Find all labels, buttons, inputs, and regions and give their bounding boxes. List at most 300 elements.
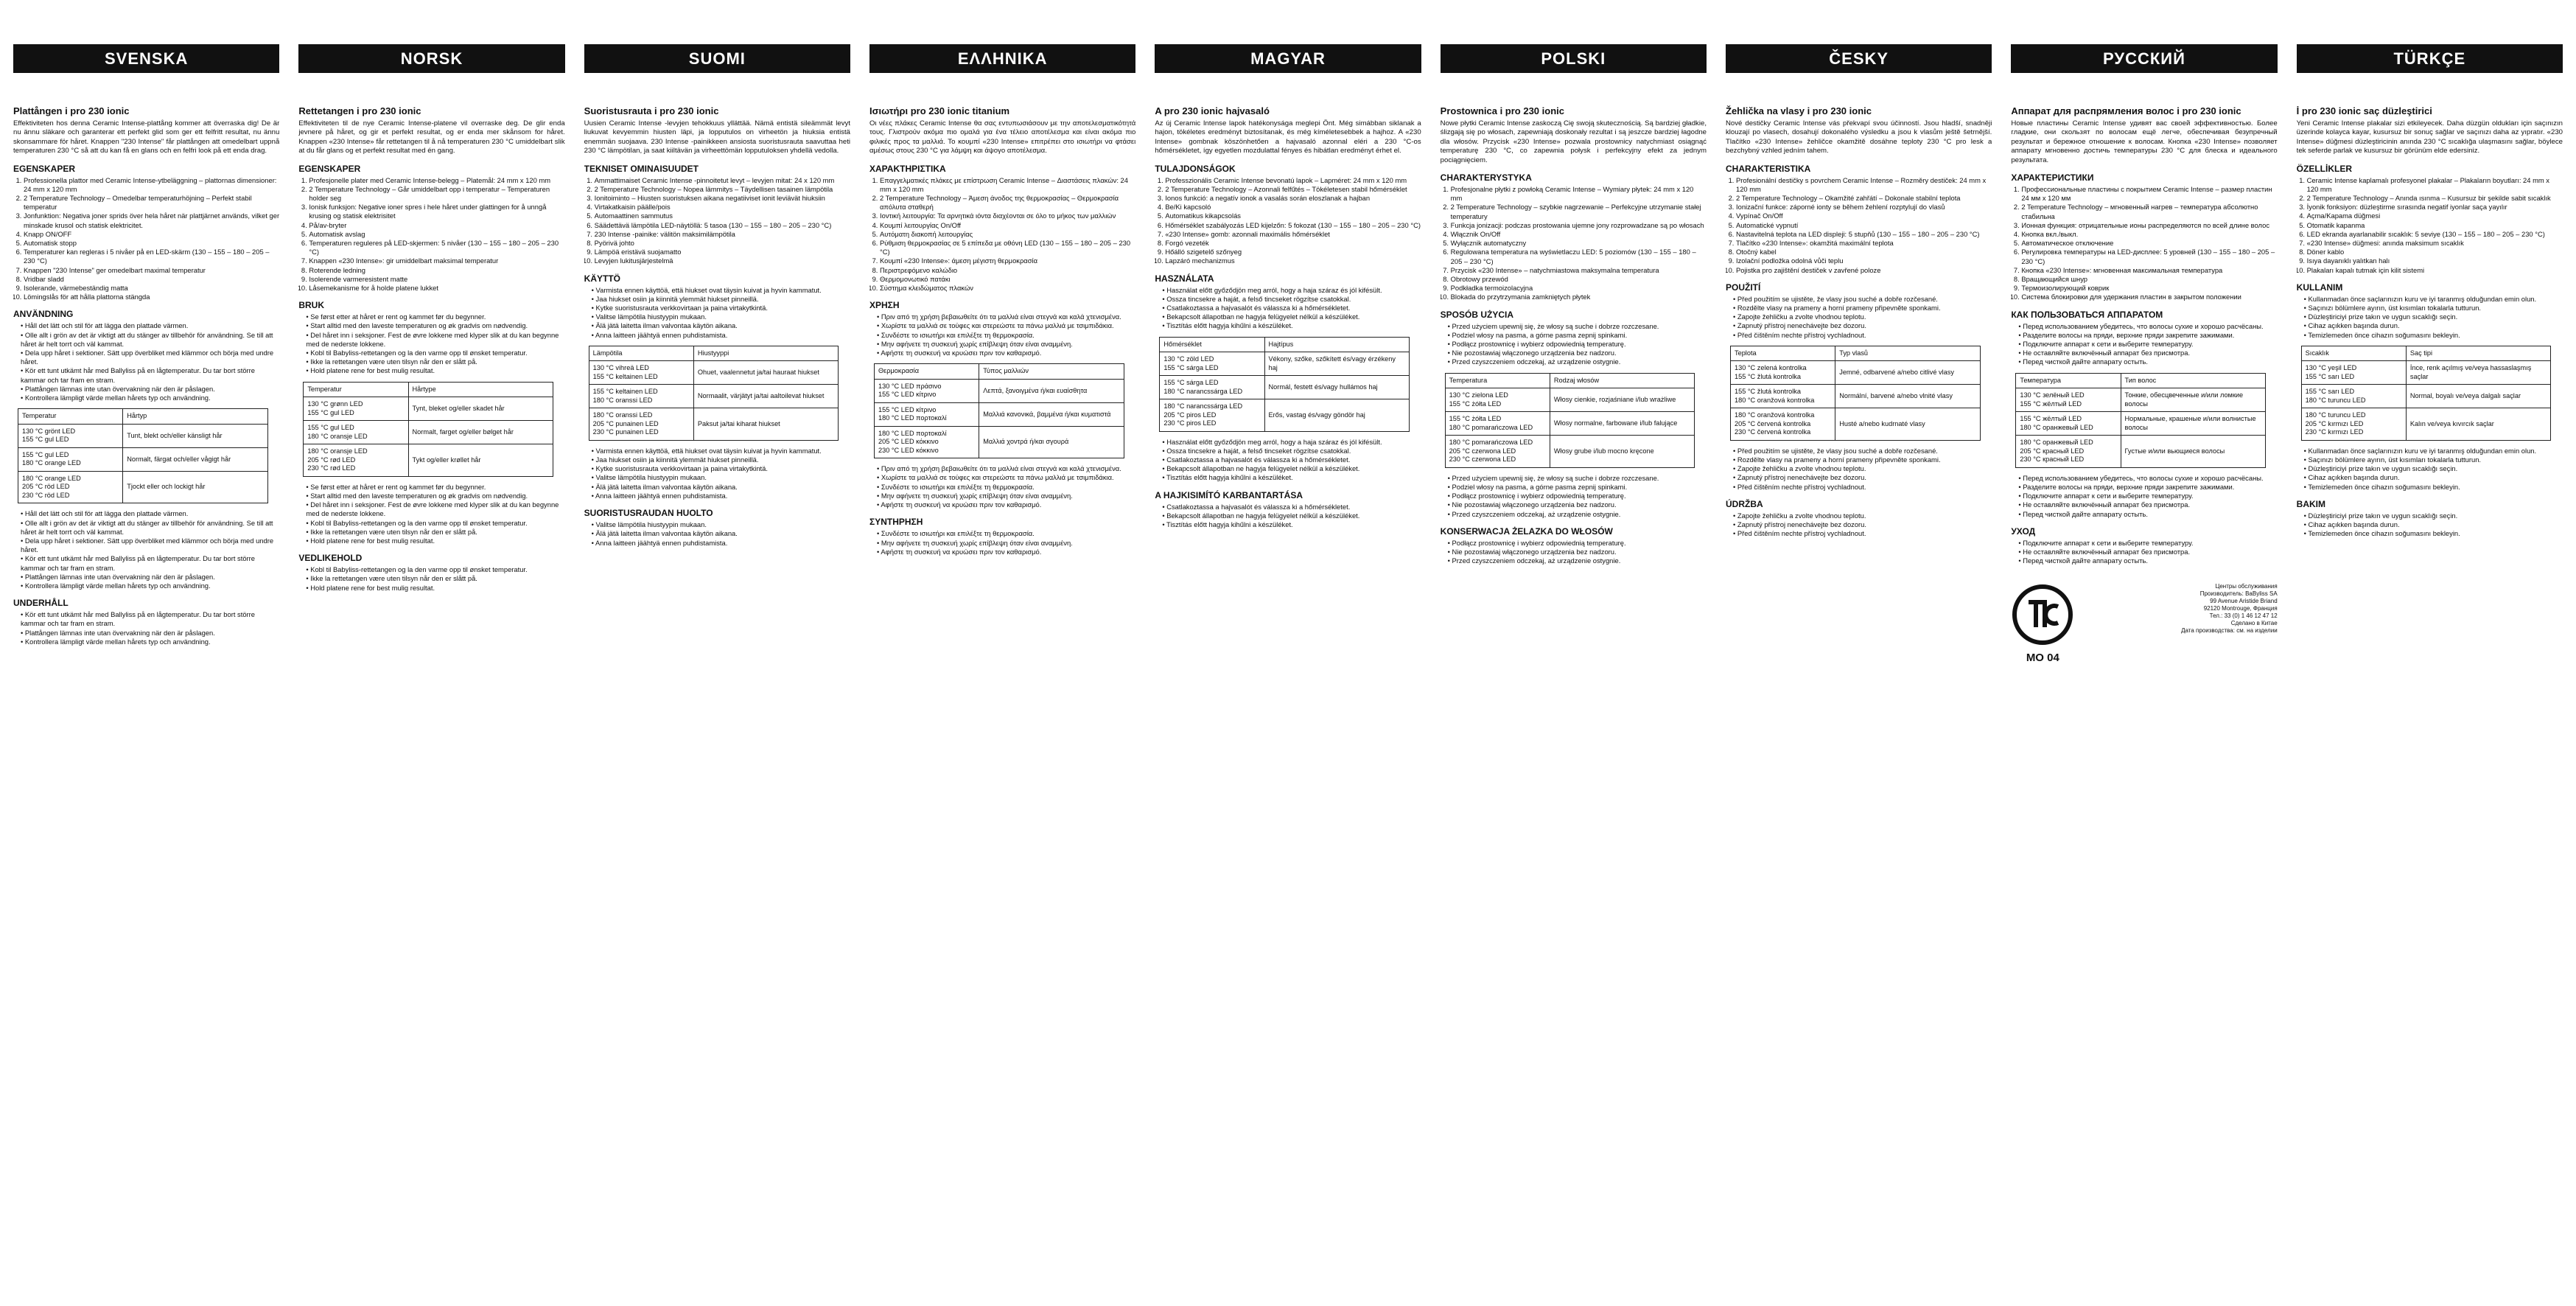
- table-cell: 155 °C sárga LED 180 °C narancssárga LED: [1160, 376, 1264, 399]
- usage-list-continued: [2011, 474, 2277, 519]
- table-header-cell: Rodzaj włosów: [1550, 373, 1694, 388]
- feature-item: 7. 230 Intense -painike: välitön maksimilämpötila: [595, 230, 850, 239]
- section-heading: EGENSKAPER: [298, 163, 361, 174]
- table-cell: 155 °C gul LED 180 °C oransje LED: [304, 421, 408, 444]
- usage-item: • Düzleştiriciyi prize takın ve uygun sıcaklığı seçin.: [2304, 312, 2563, 321]
- table-cell: Густые и/или вьющиеся волосы: [2121, 436, 2265, 468]
- feature-item: 5. Wyłącznik automatyczny: [1451, 239, 1707, 248]
- usage-item: • Plattången lämnas inte utan övervakning när den är påslagen.: [21, 573, 279, 582]
- table-row: [304, 397, 553, 421]
- usage-list: [869, 312, 1135, 357]
- maintenance-item: • Подключите аппарат к сети и выберите температуру.: [2018, 539, 2277, 548]
- usage-item: • Del håret inn i seksjoner. Fest de øvre lokkene med klyper slik at du kan begynne med de nederste lokkene.: [306, 500, 564, 518]
- table-row: [304, 421, 553, 444]
- section-heading: KONSERWACJA ŻELAZKA DO WŁOSÓW: [1440, 525, 1613, 537]
- language-column: [298, 44, 564, 1290]
- feature-item: 8. Döner kablo: [2307, 248, 2563, 256]
- feature-item: 1. Ammattimaiset Ceramic Intense -pinnoitetut levyt – levyjen mitat: 24 x 120 mm: [595, 176, 850, 185]
- feature-item: 7. Κουμπί «230 Intense»: άμεση μέγιστη θερμοκρασία: [880, 256, 1135, 265]
- table-header-row: [875, 364, 1124, 380]
- language-column: [13, 44, 279, 1290]
- maintenance-list: [298, 565, 564, 593]
- table-row: [18, 447, 268, 471]
- table-row: [875, 379, 1124, 402]
- table-cell: Tykt og/eller krøllet hår: [408, 444, 553, 477]
- table-row: [1445, 412, 1695, 436]
- feature-item: 1. Profesionální destičky s povrchem Ceramic Intense – Rozměry destiček: 24 mm x 120 mm: [1736, 176, 1992, 194]
- feature-item: 5. Automatické vypnutí: [1736, 221, 1992, 230]
- table-cell: 130 °C grønn LED 155 °C gul LED: [304, 397, 408, 421]
- feature-item: 10. Blokada do przytrzymania zamkniętych płytek: [1451, 293, 1707, 301]
- section-heading: EGENSKAPER: [13, 163, 76, 174]
- feature-item: 6. Nastavitelná teplota na LED displeji: 5 stupňů (130 – 155 – 180 – 205 – 230 °C): [1736, 230, 1992, 239]
- usage-item: • Разделите волосы на пряди, верхние пряди закрепите зажимами.: [2018, 331, 2277, 340]
- feature-item: 6. Säädettävä lämpötila LED-näytöllä: 5 tasoa (130 – 155 – 180 – 205 – 230 °C): [595, 221, 850, 230]
- feature-item: 7. Przycisk «230 Intense» – natychmiastowa maksymalna temperatura: [1451, 266, 1707, 275]
- usage-item: • Saçınızı bölümlere ayırın, üst kısımları tokalarla tutturun.: [2304, 304, 2563, 312]
- feature-item: 8. Vridbar sladd: [24, 275, 279, 284]
- usage-item: • Hold platene rene for best mulig resultat.: [306, 537, 564, 545]
- table-cell: Tynt, bleket og/eller skadet hår: [408, 397, 553, 421]
- feature-item: 8. Περιστρεφόμενο καλώδιο: [880, 266, 1135, 275]
- section-heading: KULLANIM: [2296, 282, 2343, 293]
- table-cell: 155 °C žlutá kontrolka 180 °C oranžová kontrolka: [1731, 385, 1835, 408]
- feature-item: 2. 2 Temperature Technology – мгновенный нагрев – температура абсолютно стабильна: [2021, 203, 2277, 220]
- usage-item: • Håll det lätt och stil för att lägga den plattade värmen.: [21, 509, 279, 518]
- feature-item: 3. Ionisk funksjon: Negative ioner spres i hele håret under glattingen for å unngå krusing og statisk elektrisitet: [309, 203, 564, 220]
- certification-logo: [2011, 583, 2074, 664]
- table-row: [1160, 352, 1410, 376]
- feature-item: 9. Hőálló szigetelő szőnyeg: [1165, 248, 1421, 256]
- table-row: [1445, 436, 1695, 468]
- maintenance-list: [584, 520, 850, 548]
- maintenance-item: • Не оставляйте включённый аппарат без присмотра.: [2018, 548, 2277, 556]
- intro-paragraph: Uusien Ceramic Intense -levyjen tehokkuus yllättää. Nämä entistä sileämmät levyt liukuvat kevyemmin hiusten läpi, ja lopputulos on virheetön ja hiuksia entistä enemmän suojaava. 230 Intense -painikkeen ansiosta suoristusrauta saavuttaa heti 230 °C lämpötilan, ja saat kiiltävän ja virheettömän lopputuloksen yhdellä vedolla.: [584, 119, 850, 156]
- intro-paragraph: Effektiviteten til de nye Ceramic Intense-platene vil overraske deg. De glir enda jevnere på håret, og gir et perfekt resultat, og er enda mer skånsom for håret. Knappen «230 Intense» får rettetangen til å nå temperaturen 230 °C umiddelbart slik at du får glans og et perfekt resultat med én gang.: [298, 119, 565, 156]
- usage-item: • Ikke la rettetangen være uten tilsyn når den er slått på.: [306, 357, 564, 366]
- feature-item: 10. Pojistka pro zajištění destiček v zavřené poloze: [1736, 266, 1992, 275]
- table-cell: 130 °C zelená kontrolka 155 °C žlutá kontrolka: [1731, 361, 1835, 385]
- table-cell: 130 °C vihreä LED 155 °C keltainen LED: [589, 361, 693, 385]
- maintenance-item: • Zapojte žehličku a zvolte vhodnou teplotu.: [1733, 511, 1992, 520]
- usage-item: • Przed czyszczeniem odczekaj, aż urządzenie ostygnie.: [1448, 510, 1707, 519]
- usage-item: • Kontrollera lämpligt värde mellan hårets typ och användning.: [21, 582, 279, 590]
- usage-item: • Podłącz prostownicę i wybierz odpowiednią temperaturę.: [1448, 340, 1707, 349]
- feature-item: 4. Be/Ki kapcsoló: [1165, 203, 1421, 212]
- section-heading: ΣΥΝΤΗΡΗΣΗ: [869, 517, 923, 528]
- table-cell: Ohuet, vaalennetut ja/tai hauraat hiukset: [693, 361, 838, 385]
- usage-item: • Olle allt i grön av det är viktigt att du stänger av tillbehör för användning. Se till att håret är helt torrt och väl kammat.: [21, 519, 279, 537]
- maintenance-item: • Tisztítás előtt hagyja kihűlni a készüléket.: [1162, 520, 1421, 529]
- usage-item: • Zapojte žehličku a zvolte vhodnou teplotu.: [1733, 312, 1992, 321]
- feature-item: 6. LED ekranda ayarlanabilir sıcaklık: 5 seviye (130 – 155 – 180 – 205 – 230 °C): [2307, 230, 2563, 239]
- table-row: [589, 385, 839, 408]
- maintenance-list: [1726, 511, 1992, 539]
- feature-item: 3. Ионная функция: отрицательные ионы распределяются по всей длине волос: [2021, 221, 2277, 230]
- feature-item: 1. Profesjonelle plater med Ceramic Intense-belegg – Platemål: 24 mm x 120 mm: [309, 176, 564, 185]
- feature-item: 2. 2 Temperature Technology – Anında ısınma – Kusursuz bir şekilde sabit sıcaklık: [2307, 194, 2563, 203]
- usage-item: • Se først etter at håret er rent og kammet før du begynner.: [306, 312, 564, 321]
- feature-list: [869, 176, 1135, 293]
- table-header-row: [1445, 373, 1695, 388]
- usage-item: • Συνδέστε το ισιωτήρι και επιλέξτε τη θερμοκρασία.: [877, 483, 1135, 492]
- feature-item: 3. Funkcja jonizacji: podczas prostowania ujemne jony rozprowadzane są po włosach: [1451, 221, 1707, 230]
- table-cell: Μαλλιά κανονικά, βαμμένα ή/και κυματιστά: [979, 402, 1124, 426]
- feature-item: 5. Automaattinen sammutus: [595, 212, 850, 220]
- table-cell: İnce, renk açılmış ve/veya hassaslaşmış saçlar: [2406, 361, 2550, 385]
- feature-item: 2. 2 Temperature Technology – Går umiddelbart opp i temperatur – Temperaturen holder seg: [309, 185, 564, 203]
- temperature-table: [1445, 373, 1695, 468]
- usage-item: • Jaa hiukset osiin ja kiinnitä ylemmät hiukset pinneillä.: [592, 295, 850, 304]
- feature-item: 2. 2 Temperature Technology – Άμεση άνοδος της θερμοκρασίας – Θερμοκρασία απόλυτα σταθερή: [880, 194, 1135, 212]
- table-cell: Vékony, szőke, szőkített és/vagy érzékeny haj: [1264, 352, 1409, 376]
- maintenance-item: • Podłącz prostownicę i wybierz odpowiednią temperaturę.: [1448, 539, 1707, 548]
- usage-list: [2011, 322, 2277, 367]
- usage-item: • Podłącz prostownicę i wybierz odpowiednią temperaturę.: [1448, 492, 1707, 500]
- temperature-table: [1159, 337, 1410, 432]
- maintenance-item: • Συνδέστε το ισιωτήρι και επιλέξτε τη θερμοκρασία.: [877, 529, 1135, 538]
- maintenance-list: [1155, 503, 1421, 530]
- feature-item: 4. Knapp ON/OFF: [24, 230, 279, 239]
- table-cell: 180 °C turuncu LED 205 °C kırmızı LED 230 °C kırmızı LED: [2301, 408, 2406, 441]
- feature-item: 10. Levyjen lukitusjärjestelmä: [595, 256, 850, 265]
- table-header-row: [304, 382, 553, 397]
- usage-item: • Kullanmadan önce saçlarınızın kuru ve iyi taranmış olduğundan emin olun.: [2304, 295, 2563, 304]
- table-cell: 180 °C oransje LED 205 °C rød LED 230 °C rød LED: [304, 444, 408, 477]
- table-row: [2301, 361, 2551, 385]
- table-cell: 180 °C oranžová kontrolka 205 °C červená kontrolka 230 °C červená kontrolka: [1731, 408, 1835, 441]
- feature-item: 1. Профессиональные пластины с покрытием Ceramic Intense – размер пластин 24 мм х 120 мм: [2021, 185, 2277, 203]
- product-title: Prostownica i pro 230 ionic: [1440, 105, 1564, 116]
- table-row: [2016, 388, 2266, 412]
- usage-list-continued: [2297, 447, 2563, 492]
- table-cell: Normální, barvené a/nebo vlnité vlasy: [1835, 385, 1980, 408]
- usage-item: • Před čištěním nechte přístroj vychladnout.: [1733, 331, 1992, 340]
- table-header-cell: Typ vlasů: [1835, 346, 1980, 361]
- feature-item: 9. Isolerende varmeresistent matte: [309, 275, 564, 284]
- usage-item: • Cihaz açıkken başında durun.: [2304, 473, 2563, 482]
- table-header-row: [18, 409, 268, 425]
- section-heading: TULAJDONSÁGOK: [1155, 163, 1236, 174]
- feature-item: 1. Professzionális Ceramic Intense bevonatú lapok – Lapméret: 24 mm x 120 mm: [1165, 176, 1421, 185]
- feature-list: [1441, 185, 1707, 302]
- section-heading: TEKNISET OMINAISUUDET: [584, 163, 699, 174]
- feature-item: 8. Obrotowy przewód: [1451, 275, 1707, 284]
- usage-item: • Bekapcsolt állapotban ne hagyja felügyelet nélkül a készüléket.: [1162, 464, 1421, 473]
- language-header: ČESKY: [1726, 44, 1992, 73]
- table-cell: Włosy cienkie, rozjaśniane i/lub wrażliwe: [1550, 388, 1694, 412]
- language-column: [2297, 44, 2563, 1290]
- language-column: [1441, 44, 1707, 1290]
- usage-item: • Αφήστε τη συσκευή να κρυώσει πριν τον καθαρισμό.: [877, 349, 1135, 357]
- table-cell: 130 °C zielona LED 155 °C żółta LED: [1445, 388, 1550, 412]
- leaflet-sheet: [13, 44, 2563, 1290]
- usage-list: [13, 321, 279, 402]
- section-heading: ÖZELLİKLER: [2296, 163, 2352, 174]
- language-column: [869, 44, 1135, 1290]
- feature-list: [1726, 176, 1992, 275]
- usage-list: [1155, 286, 1421, 331]
- maintenance-item: • Bekapcsolt állapotban ne hagyja felügyelet nélkül a készüléket.: [1162, 511, 1421, 520]
- product-title: Plattången i pro 230 ionic: [13, 105, 130, 116]
- usage-item: • Не оставляйте включённый аппарат без присмотра.: [2018, 349, 2277, 357]
- usage-item: • Перед использованием убедитесь, что волосы сухие и хорошо расчёсаны.: [2018, 322, 2277, 331]
- section-heading: ΧΡΗΣΗ: [869, 300, 900, 311]
- table-cell: 155 °C LED κίτρινο 180 °C LED πορτοκαλί: [875, 402, 979, 426]
- usage-item: • Älä jätä laitetta ilman valvontaa käytön aikana.: [592, 321, 850, 330]
- section-heading: KÄYTTÖ: [584, 273, 620, 284]
- feature-item: 9. Podkładka termoizolacyjna: [1451, 284, 1707, 293]
- feature-item: 4. Κουμπί λειτουργίας On/Off: [880, 221, 1135, 230]
- table-cell: 180 °C oranssi LED 205 °C punainen LED 230 °C punainen LED: [589, 408, 693, 441]
- feature-item: 6. Regulowana temperatura na wyświetlaczu LED: 5 poziomów (130 – 155 – 180 – 205 – 230 °C): [1451, 248, 1707, 265]
- maintenance-list: [2011, 539, 2277, 566]
- table-header-cell: Lämpötila: [589, 346, 693, 361]
- usage-item: • Valitse lämpötila hiustyypin mukaan.: [592, 473, 850, 482]
- table-cell: 130 °C grönt LED 155 °C gul LED: [18, 424, 123, 447]
- usage-item: • Nie pozostawiaj włączonego urządzenia bez nadzoru.: [1448, 349, 1707, 357]
- usage-item: • Kytke suoristusrauta verkkovirtaan ja paina virtakytkintä.: [592, 464, 850, 473]
- product-title: Suoristusrauta i pro 230 ionic: [584, 105, 719, 116]
- usage-item: • Χωρίστε τα μαλλιά σε τούφες και στερεώστε τα πάνω μαλλιά με τσιμπιδάκια.: [877, 321, 1135, 330]
- usage-item: • Használat előtt győződjön meg arról, hogy a haja száraz és jól kifésült.: [1162, 438, 1421, 447]
- feature-item: 1. Επαγγελματικές πλάκες με επίστρωση Ceramic Intense – Διαστάσεις πλακών: 24 mm x 120 mm: [880, 176, 1135, 194]
- intro-paragraph: Nové destičky Ceramic Intense vás překvapí svou účinností. Jsou hladší, snadněji klouzají po vlasech, dosahují dokonalého výsledku a jsou k vlasům ještě šetrnější. Tlačítko «230 Intense» žehličce okamžitě dosáhne teploty 230 °C pro lesk a bezchybný vzhled jedním tahem.: [1726, 119, 1992, 156]
- table-row: [875, 402, 1124, 426]
- usage-item: • Nie pozostawiaj włączonego urządzenia bez nadzoru.: [1448, 500, 1707, 509]
- table-cell: Normál, festett és/vagy hullámos haj: [1264, 376, 1409, 399]
- usage-item: • Csatlakoztassa a hajvasalót és válassza ki a hőmérsékletet.: [1162, 304, 1421, 312]
- feature-item: 4. Açma/Kapama düğmesi: [2307, 212, 2563, 220]
- table-cell: 155 °C sarı LED 180 °C turuncu LED: [2301, 385, 2406, 408]
- usage-list: [2297, 295, 2563, 340]
- table-row: [18, 471, 268, 503]
- feature-item: 2. 2 Temperature Technology – Okamžité zahřátí – Dokonale stabilní teplota: [1736, 194, 1992, 203]
- feature-item: 9. Θερμομονωτικό πατάκι: [880, 275, 1135, 284]
- table-header-cell: Τύπος μαλλιών: [979, 364, 1124, 380]
- table-cell: Нормальные, крашеные и/или волнистые волосы: [2121, 412, 2265, 436]
- pct-mark-icon: [2011, 583, 2074, 646]
- table-cell: Normal, boyalı ve/veya dalgalı saçlar: [2406, 385, 2550, 408]
- maintenance-item: • Temizlemeden önce cihazın soğumasını bekleyin.: [2304, 529, 2563, 538]
- usage-item: • Anna laitteen jäähtyä ennen puhdistamista.: [592, 492, 850, 500]
- usage-item: • Zapnutý přístroj nenechávejte bez dozoru.: [1733, 321, 1992, 330]
- feature-item: 8. Forgó vezeték: [1165, 239, 1421, 248]
- usage-item: • Start alltid med den laveste temperaturen og øk gradvis om nødvendig.: [306, 321, 564, 330]
- feature-item: 5. Otomatik kapanma: [2307, 221, 2563, 230]
- maintenance-item: • Zapnutý přístroj nenechávejte bez dozoru.: [1733, 520, 1992, 529]
- table-header-cell: Sıcaklık: [2301, 346, 2406, 361]
- language-header: NORSK: [298, 44, 564, 73]
- temperature-table: [589, 346, 839, 441]
- table-cell: Erős, vastag és/vagy göndör haj: [1264, 399, 1409, 432]
- language-header: MAGYAR: [1155, 44, 1421, 73]
- usage-item: • Kytke suoristusrauta verkkovirtaan ja paina virtakytkintä.: [592, 304, 850, 312]
- feature-item: 3. İyonik fonksiyon: düzleştirme sırasında negatif iyonlar saça yayılır: [2307, 203, 2563, 212]
- usage-list: [1441, 322, 1707, 367]
- feature-item: 4. Virtakatkaisin päälle/pois: [595, 203, 850, 212]
- maintenance-item: • Plattången lämnas inte utan övervakning när den är påslagen.: [21, 629, 279, 638]
- table-header-cell: Temperatura: [1445, 373, 1550, 388]
- feature-item: 9. Isıya dayanıklı yalıtkan halı: [2307, 256, 2563, 265]
- table-row: [2301, 385, 2551, 408]
- usage-item: • Saçınızı bölümlere ayırın, üst kısımları tokalarla tutturun.: [2304, 455, 2563, 464]
- table-cell: Jemné, odbarvené a/nebo citlivé vlasy: [1835, 361, 1980, 385]
- usage-item: • Dela upp håret i sektioner. Sätt upp överbliket med klämmor och börja med undre håret.: [21, 349, 279, 366]
- maintenance-item: • Kobl til Babyliss-rettetangen og la den varme opp til ønsket temperatur.: [306, 565, 564, 574]
- usage-item: • Anna laitteen jäähtyä ennen puhdistamista.: [592, 331, 850, 340]
- product-title: A pro 230 ionic hajvasaló: [1155, 105, 1270, 116]
- usage-item: • Cihaz açıkken başında durun.: [2304, 321, 2563, 330]
- usage-item: • Rozdělte vlasy na prameny a horní prameny připevněte sponkami.: [1733, 455, 1992, 464]
- table-cell: Tjockt eller och lockigt hår: [123, 471, 267, 503]
- feature-item: 8. Roterende ledning: [309, 266, 564, 275]
- feature-item: 3. Ionizační funkce: záporné ionty se během žehlení rozptylují do vlasů: [1736, 203, 1992, 212]
- feature-item: 5. Automatisk avslag: [309, 230, 564, 239]
- manufacturer-address: Центры обслуживания Производитель: BaByliss SA 99 Avenue Aristide Briand 92120 Montrouge, Франция Тел.: 33 (0) 1 46 12 47 12 Сделано в Китае Дата производства: см. на изделии: [2181, 583, 2278, 635]
- feature-item: 6. Temperaturen reguleres på LED-skjermen: 5 nivåer (130 – 155 – 180 – 205 – 230 °C): [309, 239, 564, 256]
- usage-item: • Перед чисткой дайте аппарату остыть.: [2018, 510, 2277, 519]
- maintenance-item: • Před čištěním nechte přístroj vychladnout.: [1733, 529, 1992, 538]
- table-cell: 130 °C LED πράσινο 155 °C LED κίτρινο: [875, 379, 979, 402]
- table-cell: 155 °C żółta LED 180 °C pomarańczowa LED: [1445, 412, 1550, 436]
- table-cell: 180 °C orange LED 205 °C röd LED 230 °C röd LED: [18, 471, 123, 503]
- table-header-row: [2016, 373, 2266, 388]
- feature-item: 3. Ionos funkció: a negatív ionok a vasalás során eloszlanak a hajban: [1165, 194, 1421, 203]
- table-cell: Husté a/nebo kudrnaté vlasy: [1835, 408, 1980, 441]
- feature-item: 8. Pyörivä johto: [595, 239, 850, 248]
- feature-item: 3. Ionitoiminto – Hiusten suoristuksen aikana negatiiviset ionit leviävät hiuksiin: [595, 194, 850, 203]
- feature-list: [298, 176, 564, 293]
- feature-item: 4. Vypínač On/Off: [1736, 212, 1992, 220]
- table-header-cell: Saç tipi: [2406, 346, 2550, 361]
- table-row: [1445, 388, 1695, 412]
- table-row: [1731, 361, 1981, 385]
- table-cell: 180 °C оранжевый LED 205 °C красный LED 230 °C красный LED: [2016, 436, 2121, 468]
- table-cell: 155 °C keltainen LED 180 °C oranssi LED: [589, 385, 693, 408]
- table-row: [875, 426, 1124, 458]
- feature-item: 3. Ιοντική λειτουργία: Τα αρνητικά ιόντα διαχέονται σε όλο το μήκος των μαλλιών: [880, 212, 1135, 220]
- table-row: [589, 408, 839, 441]
- usage-item: • Temizlemeden önce cihazın soğumasını bekleyin.: [2304, 331, 2563, 340]
- product-title: Аппарат для распрямления волос i pro 230 ionic: [2011, 105, 2241, 116]
- usage-list-continued: [13, 509, 279, 590]
- certification-block: [2011, 583, 2277, 664]
- usage-list: [584, 286, 850, 340]
- feature-item: 2. 2 Temperature Technology – szybkie nagrzewanie – Perfekcyjne utrzymanie stałej temperatury: [1451, 203, 1707, 220]
- section-heading: КАК ПОЛЬЗОВАТЬСЯ АППАРАТОМ: [2011, 309, 2163, 320]
- feature-item: 10. Plakaları kapalı tutmak için kilit sistemi: [2307, 266, 2563, 275]
- section-heading: ÚDRŽBA: [1726, 498, 1763, 509]
- table-cell: 130 °C зелёный LED 155 °C жёлтый LED: [2016, 388, 2121, 412]
- usage-item: • Podziel włosy na pasma, a górne pasma zepnij spinkami.: [1448, 483, 1707, 492]
- product-title: İ pro 230 ionic saç düzleştirici: [2296, 105, 2432, 116]
- feature-item: 7. Tlačítko «230 Intense»: okamžitá maximální teplota: [1736, 239, 1992, 248]
- intro-paragraph: Effektiviteten hos denna Ceramic Intense-plattång kommer att överraska dig! De är nu ännu släkare och garanterar ett perfekt glid som ger ett felfritt resultat, nu ännu skonsammare för håret. Knappen "230 Intense" får plattången att omedelbart uppnå temperaturen 230 °C så att du kan få en glans och en felfri look på ett enda drag.: [13, 119, 280, 156]
- usage-item: • Dela upp håret i sektioner. Sätt upp överbliket med klämmor och börja med undre håret.: [21, 537, 279, 554]
- table-cell: Normalt, farget og/eller bølget hår: [408, 421, 553, 444]
- feature-item: 2. 2 Temperature Technology – Nopea lämmitys – Täydellisen tasainen lämpötila: [595, 185, 850, 194]
- usage-item: • Před čištěním nechte přístroj vychladnout.: [1733, 483, 1992, 492]
- usage-item: • Podziel włosy na pasma, a górne pasma zepnij spinkami.: [1448, 331, 1707, 340]
- feature-item: 2. 2 Temperature Technology – Azonnali felfűtés – Tökéletesen stabil hőmérséklet: [1165, 185, 1421, 194]
- usage-item: • Αφήστε τη συσκευή να κρυώσει πριν τον καθαρισμό.: [877, 500, 1135, 509]
- table-cell: Normaalit, värjätyt ja/tai aaltoilevat hiukset: [693, 385, 838, 408]
- usage-list-continued: [584, 447, 850, 500]
- usage-item: • Rozdělte vlasy na prameny a horní prameny připevněte sponkami.: [1733, 304, 1992, 312]
- usage-item: • Χωρίστε τα μαλλιά σε τούφες και στερεώστε τα πάνω μαλλιά με τσιμπιδάκια.: [877, 473, 1135, 482]
- table-header-cell: Hårtype: [408, 382, 553, 397]
- intro-paragraph: Az új Ceramic Intense lapok hatékonysága meglepi Önt. Még simábban siklanak a hajon, tökéletes eredményt biztosítanak, és még kíméletesebbek a hajhoz. A «230 Intense» gombnak köszönhetően a hajvasaló azonnal eléri a 230 °C-os hőmérsékletet, így egyetlen mozdulattal fényes és hibátlan eredményt érhet el.: [1155, 119, 1421, 156]
- table-cell: 155 °C жёлтый LED 180 °C оранжевый LED: [2016, 412, 2121, 436]
- maintenance-item: • Przed czyszczeniem odczekaj, aż urządzenie ostygnie.: [1448, 556, 1707, 565]
- feature-list: [584, 176, 850, 266]
- usage-item: • Zapnutý přístroj nenechávejte bez dozoru.: [1733, 473, 1992, 482]
- usage-item: • Csatlakoztassa a hajvasalót és válassza ki a hőmérsékletet.: [1162, 455, 1421, 464]
- maintenance-item: • Перед чисткой дайте аппарату остыть.: [2018, 556, 2277, 565]
- maintenance-item: • Hold platene rene for best mulig resultat.: [306, 584, 564, 593]
- temperature-table: [874, 363, 1124, 458]
- intro-paragraph: Οι νέες πλάκες Ceramic Intense θα σας εντυπωσιάσουν με την αποτελεσματικότητά τους. Γλιστρούν ακόμα πιο ομαλά για ένα τέλειο αποτέλεσμα και είναι ακόμα πιο φιλικές προς τα μαλλιά. Το κουμπί «230 Intense» επιτρέπει στο ισιωτήρι να φτάσει αμέσως στους 230 °C για λάμψη και άψογο αποτέλεσμα.: [869, 119, 1136, 156]
- feature-item: 1. Professionella plattor med Ceramic Intense-ytbeläggning – plattornas dimensioner: 24 mm x 120 mm: [24, 176, 279, 194]
- maintenance-item: • Nie pozostawiaj włączonego urządzenia bez nadzoru.: [1448, 548, 1707, 556]
- language-header: POLSKI: [1441, 44, 1707, 73]
- usage-item: • Del håret inn i seksjoner. Fest de øvre lokkene med klyper slik at du kan begynne med de nederste lokkene.: [306, 331, 564, 349]
- maintenance-list: [1441, 539, 1707, 566]
- product-title: Rettetangen i pro 230 ionic: [298, 105, 421, 116]
- section-heading: SUORISTUSRAUDAN HUOLTO: [584, 508, 713, 519]
- language-header: TÜRKÇE: [2297, 44, 2563, 73]
- table-cell: Kalın ve/veya kıvırcık saçlar: [2406, 408, 2550, 441]
- table-cell: Tunt, blekt och/eller känsligt hår: [123, 424, 267, 447]
- usage-item: • Plattången lämnas inte utan övervakning när den är påslagen.: [21, 385, 279, 394]
- usage-item: • Μην αφήνετε τη συσκευή χωρίς επίβλεψη όταν είναι αναμμένη.: [877, 340, 1135, 349]
- usage-item: • Μην αφήνετε τη συσκευή χωρίς επίβλεψη όταν είναι αναμμένη.: [877, 492, 1135, 500]
- usage-item: • Před použitím se ujistěte, že vlasy jsou suché a dobře rozčesané.: [1733, 447, 1992, 455]
- usage-item: • Πριν από τη χρήση βεβαιωθείτε ότι τα μαλλιά είναι στεγνά και καλά χτενισμένα.: [877, 312, 1135, 321]
- usage-item: • Kobl til Babyliss-rettetangen og la den varme opp til ønsket temperatur.: [306, 349, 564, 357]
- feature-item: 6. Ρύθμιση θερμοκρασίας σε 5 επίπεδα με οθόνη LED (130 – 155 – 180 – 205 – 230 °C): [880, 239, 1135, 256]
- feature-item: 7. Knappen "230 Intense" ger omedelbart maximal temperatur: [24, 266, 279, 275]
- maintenance-item: • Kontrollera lämpligt värde mellan hårets typ och användning.: [21, 638, 279, 646]
- feature-item: 10. Система блокировки для удержания пластин в закрытом положении: [2021, 293, 2277, 301]
- feature-item: 7. Knappen «230 Intense»: gir umiddelbart maksimal temperatur: [309, 256, 564, 265]
- language-header: SVENSKA: [13, 44, 279, 73]
- table-row: [2016, 436, 2266, 468]
- language-header: ΕΛΛΗΝΙΚΑ: [869, 44, 1135, 73]
- feature-item: 3. Jonfunktion: Negativa joner sprids över hela håret när plattjärnet används, vilket ger minskade krusol och statisk elektricitet.: [24, 212, 279, 229]
- usage-item: • Συνδέστε το ισιωτήρι και επιλέξτε τη θερμοκρασία.: [877, 331, 1135, 340]
- table-row: [2016, 412, 2266, 436]
- usage-item: • Kullanmadan önce saçlarınızın kuru ve iyi taranmış olduğundan emin olun.: [2304, 447, 2563, 455]
- usage-list: [298, 312, 564, 375]
- maintenance-list: [2297, 511, 2563, 539]
- intro-paragraph: Yeni Ceramic Intense plakalar sizi etkileyecek. Daha düzgün oldukları için saçınızın üzerinde kolayca kayar, kusursuz bir sonuç sağlar ve saçınızı daha az yıpratır. «230 Intense» düğmesi düzleştiricinin anında 230 °C sıcaklığa ulaşmasını sağlar, böylece tek seferde parlak ve kusursuz bir görünüm elde edersiniz.: [2296, 119, 2563, 156]
- table-cell: 180 °C LED πορτοκαλί 205 °C LED κόκκινο 230 °C LED κόκκινο: [875, 426, 979, 458]
- language-header: РУССКИЙ: [2011, 44, 2277, 73]
- feature-item: 7. «230 Intense» düğmesi: anında maksimum sıcaklık: [2307, 239, 2563, 248]
- usage-item: • Jaa hiukset osiin ja kiinnitä ylemmät hiukset pinneillä.: [592, 455, 850, 464]
- feature-item: 10. Lapzáró mechanizmus: [1165, 256, 1421, 265]
- usage-item: • Valitse lämpötila hiustyypin mukaan.: [592, 312, 850, 321]
- table-cell: 155 °C gul LED 180 °C orange LED: [18, 447, 123, 471]
- usage-list-continued: [1441, 474, 1707, 519]
- usage-item: • Start alltid med den laveste temperaturen og øk gradvis om nødvendig.: [306, 492, 564, 500]
- temperature-table: [1730, 346, 1981, 441]
- feature-item: 9. Термоизолирующий коврик: [2021, 284, 2277, 293]
- maintenance-item: • Ikke la rettetangen være uten tilsyn når den er slått på.: [306, 574, 564, 583]
- maintenance-item: • Μην αφήνετε τη συσκευή χωρίς επίβλεψη όταν είναι αναμμένη.: [877, 539, 1135, 548]
